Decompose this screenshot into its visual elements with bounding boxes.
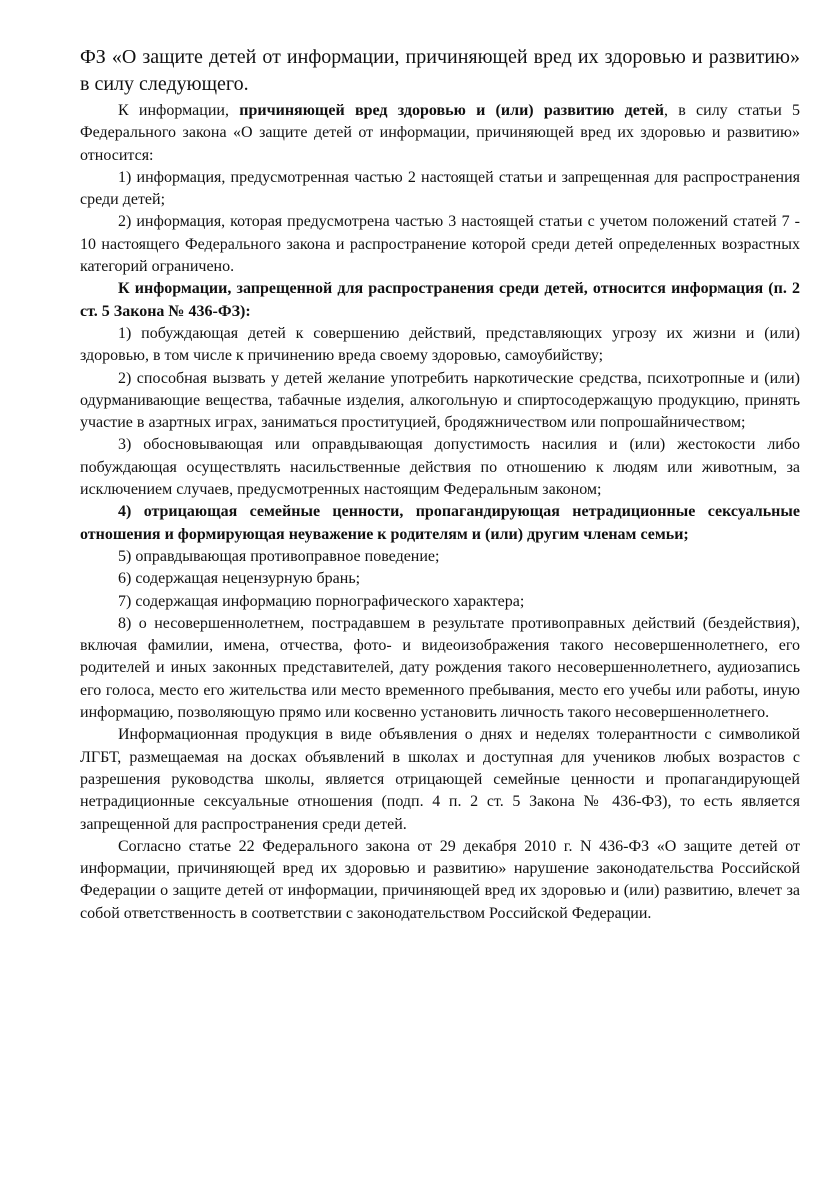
paragraph-harmful-info <box>80 100 800 167</box>
paragraph-harmful-info-emphasis: причиняющей вред здоровью и (или) развитию детей <box>239 102 664 119</box>
paragraph-liability: Согласно статье 22 Федерального закона от 29 декабря 2010 г. N 436-ФЗ «О защите детей от информации, причиняющей вред их здоровью и развитию» нарушение законодательства Российской Федерации о защите детей от информации, причиняющей вред их здоровью и (или) развитию, влечет за собой ответственность в соответствии с законодательством Российской Федерации. <box>80 837 800 922</box>
list-item-4: 4) отрицающая семейные ценности, пропагандирующая нетрадиционные сексуальные отношения и формирующая неуважение к родителям и (или) другим членам семьи; <box>80 503 800 543</box>
paragraph-lgbt-notice: Информационная продукция в виде объявления о днях и неделях толерантности с символикой ЛГБТ, размещаемая на досках объявлений в школах и доступная для учеников любых возрастов с разрешения руководства школы, является отрицающей семейные ценности и пропагандирующей нетрадиционные сексуальные отношения (подп. 4 п. 2 ст. 5 Закона № 436-ФЗ), то есть является запрещенной для распространения среди детей. <box>80 726 800 833</box>
list-item-2: 2) способная вызвать у детей желание употребить наркотические средства, психотропные и (или) одурманивающие вещества, табачные изделия, алкогольную и спиртосодержащую продукцию, принять участие в азартных играх, заниматься проституцией, бродяжничеством или попрошайничеством; <box>80 369 800 432</box>
intro-text: ФЗ «О защите детей от информации, причиняющей вред их здоровью и развитию» в силу следующего. <box>80 46 800 95</box>
paragraph-item-1: 1) информация, предусмотренная частью 2 настоящей статьи и запрещенная для распространения среди детей; <box>80 168 800 209</box>
paragraph-item-2: 2) информация, которая предусмотрена частью 3 настоящей статьи с учетом положений статей 7 - 10 настоящего Федерального закона и распространение которой среди детей определенных возрастных категорий ограничено. <box>80 213 800 276</box>
list-item-6: 6) содержащая нецензурную брань; <box>118 570 361 588</box>
document-body <box>80 44 800 925</box>
list-item-7: 7) содержащая информацию порнографического характера; <box>118 592 525 610</box>
paragraph-harmful-info-lead: К информации, <box>118 102 240 119</box>
list-item-8: 8) о несовершеннолетнем, пострадавшем в результате противоправных действий (бездействия), включая фамилии, имена, отчества, фото- и видеоизображения такого несовершеннолетнего, его родителей и иных законных представителей, дату рождения такого несовершеннолетнего, аудиозапись его голоса, место его жительства или место временного пребывания, место его учебы или работы, иную информацию, позволяющую прямо или косвенно установить личность такого несовершеннолетнего. <box>80 614 800 722</box>
paragraph-harmful-info-rest: , в силу статьи 5 Федерального закона «О защите детей от информации, причиняющей вред их здоровью и развитию» относится: <box>80 102 801 164</box>
list-item-1: 1) побуждающая детей к совершению действий, представляющих угрозу их жизни и (или) здоровью, в том числе к причинению вреда своему здоровью, самоубийству; <box>80 324 800 365</box>
list-item-3: 3) обосновывающая или оправдывающая допустимость насилия и (или) жестокости либо побуждающая осуществлять насильственные действия по отношению к людям или животным, за исключением случаев, предусмотренных настоящим Федеральным законом; <box>80 436 800 499</box>
list-item-5: 5) оправдывающая противоправное поведение; <box>118 547 440 565</box>
paragraph-prohibited-heading: К информации, запрещенной для распространения среди детей, относится информация (п. 2 ст. 5 Закона № 436-ФЗ): <box>80 280 800 320</box>
